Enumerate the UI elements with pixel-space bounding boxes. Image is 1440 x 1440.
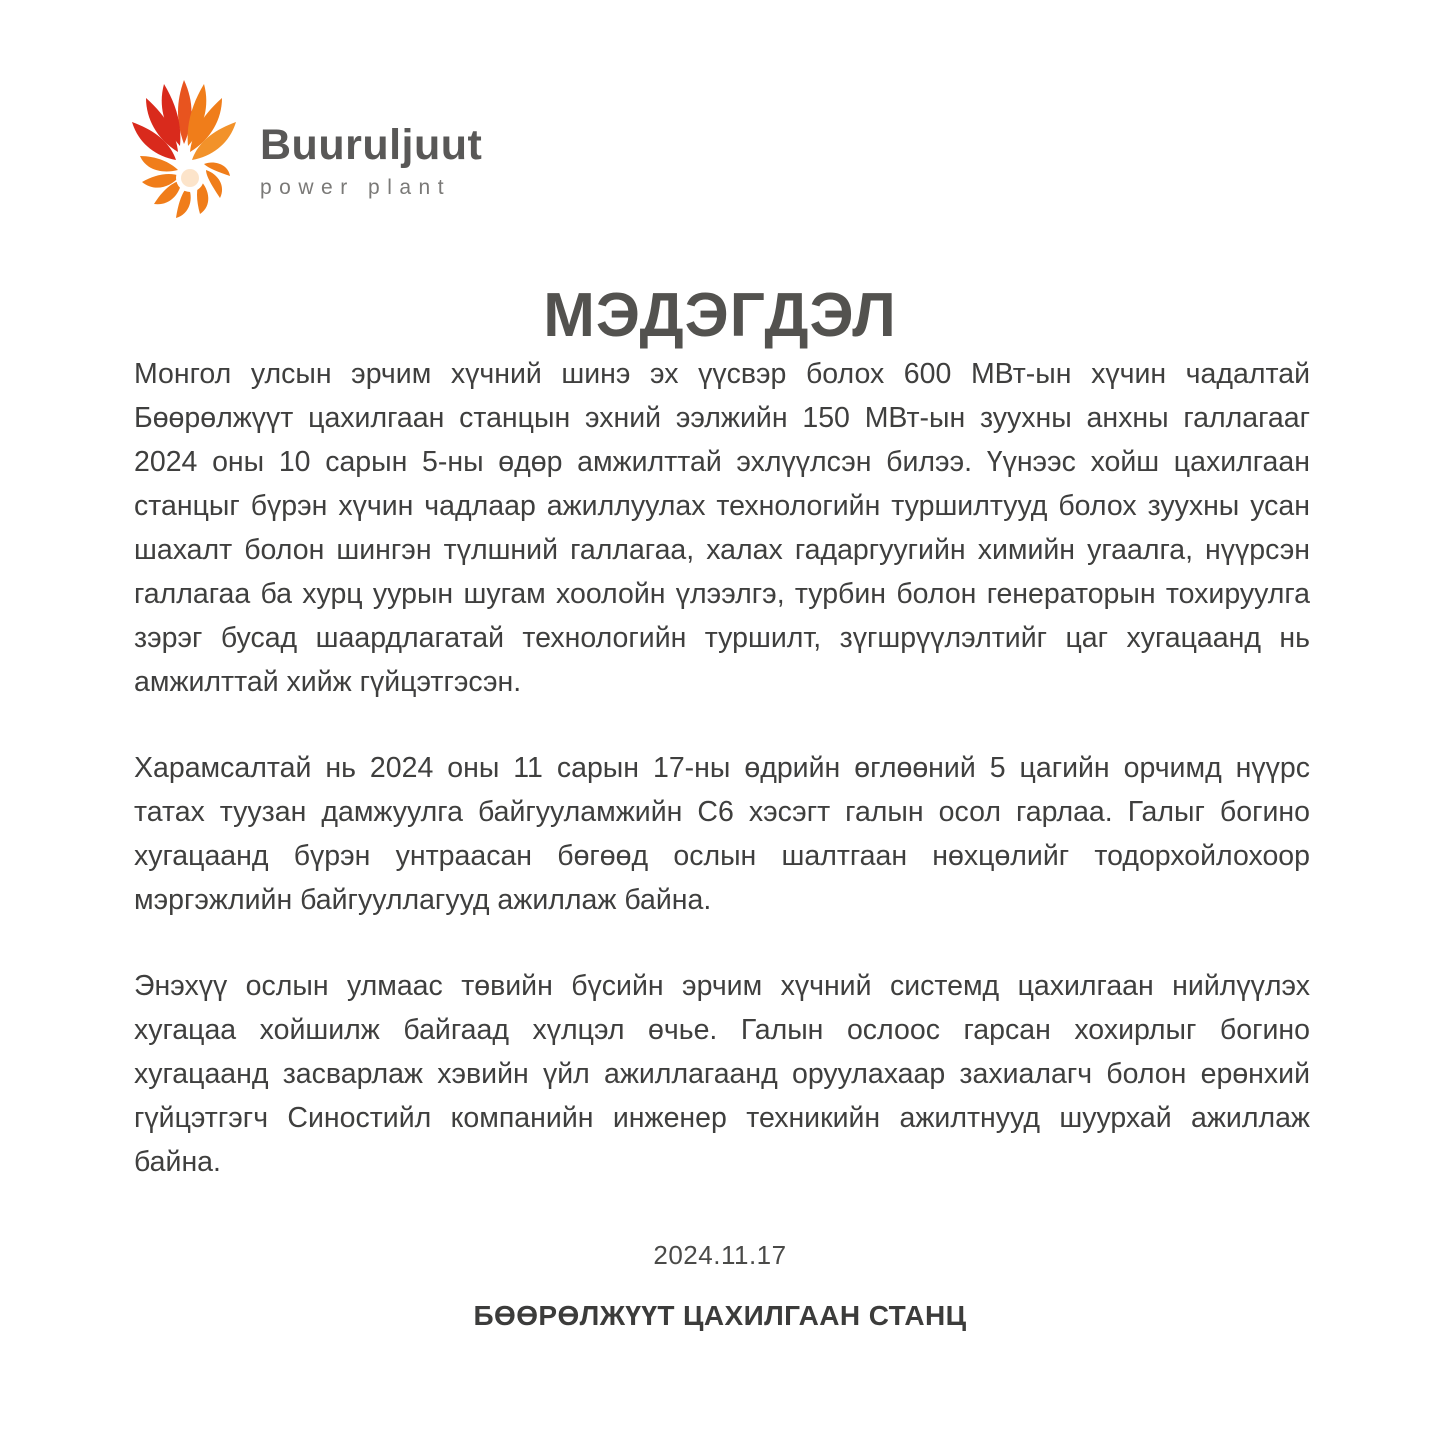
paragraph-3: Энэхүү ослын улмаас төвийн бүсийн эрчим хүчний системд цахилгаан нийлүүлэх хугацаа хойшилж байгаад хүлцэл өчье. Галын ослоос гарсан хохирлыг богино хугацаанд засварлаж хэвийн үйл ажиллагаанд оруулахаар захиалагч болон ерөнхий гүйцэтгэгч Синостийл компанийн инженер техникийн ажилтнууд шуурхай ажиллаж байна. (134, 970, 1310, 1178)
brand-logo (118, 78, 482, 226)
brand-tagline: power plant (260, 176, 452, 199)
brand-wordmark (260, 106, 482, 198)
paragraph-1: Монгол улсын эрчим хүчний шинэ эх үүсвэр болох 600 МВт-ын хүчин чадалтай Бөөрөлжүүт цахилгаан станцын эхний ээлжийн 150 МВт-ын зуухны анхны галлагааг 2024 оны 10 сарын 5-ны өдөр амжилттай эхлүүлсэн билээ. Үүнээс хойш цахилгаан станцыг бүрэн хүчин чадлаар ажиллуулах технологийн туршилтууд болох зуухны усан шахалт болон шингэн түлшний галлагаа, халах гадаргуугийн химийн угаалга, нүүрсэн галлагаа ба хурц уурын шугам хоолойн үлээлгэ, турбин болон генераторын тохируулга зэрэг бусад шаардлагатай технологийн туршилт, зүгшрүүлэлтийг цаг хугацаанд нь амжилттай хийж гүйцэтгэсэн. (134, 358, 1310, 698)
brand-name: Buuruljuut (260, 121, 483, 169)
announcement-body (134, 352, 1310, 1184)
sunflower-flame-icon (118, 78, 250, 226)
publication-date: 2024.11.17 (653, 1240, 787, 1270)
paragraph-2: Харамсалтай нь 2024 оны 11 сарын 17-ны өдрийн өглөөний 5 цагийн орчимд нүүрс татах туузан дамжуулга байгууламжийн С6 хэсэгт галын осол гарлаа. Галыг богино хугацаанд бүрэн унтраасан бөгөөд ослын шалтгаан нөхцөлийг тодорхойлохоор мэргэжлийн байгууллагууд ажиллаж байна. (134, 752, 1310, 916)
organization-name: БӨӨРӨЛЖҮҮТ ЦАХИЛГААН СТАНЦ (473, 1300, 967, 1331)
page-title: МЭДЭГДЭЛ (543, 280, 897, 350)
